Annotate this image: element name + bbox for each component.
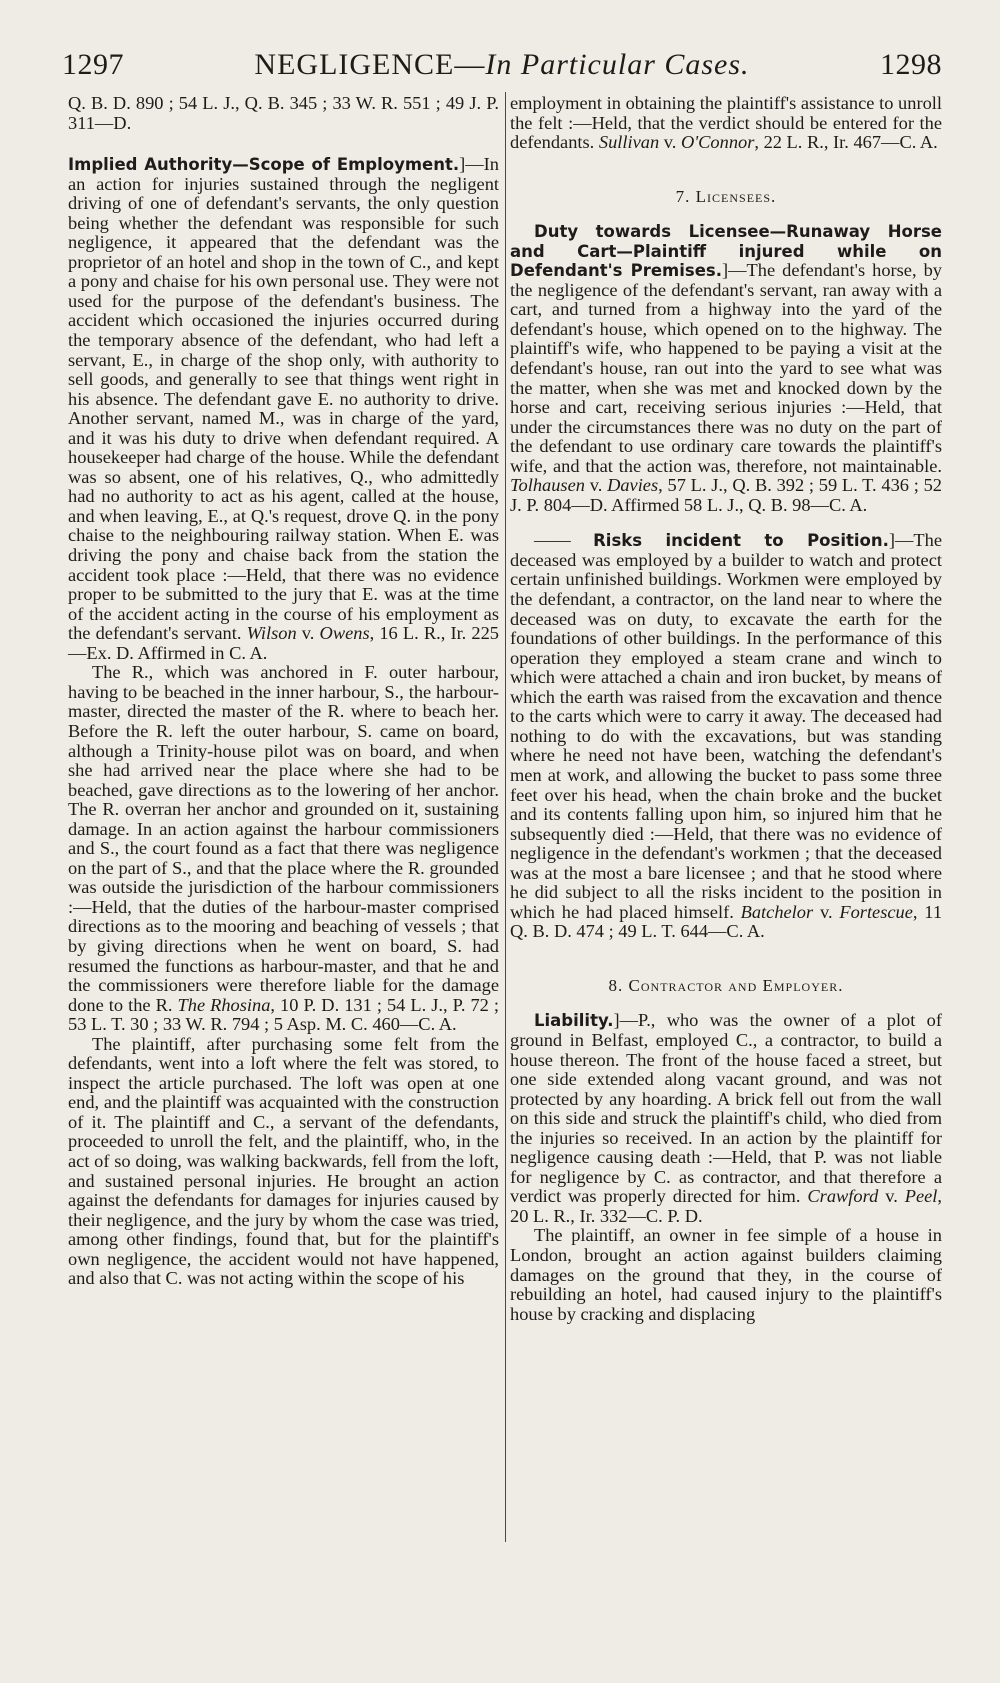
citation: , 57 L. J., Q. B. 392 ; 59 L. T. 436 ; 52 J. P. 804—D. Affirmed 58 L. J., Q. B. 98—C. A. [510, 475, 942, 515]
case-name: Peel [904, 1186, 938, 1207]
case-name: O'Connor [680, 132, 755, 153]
case-name: Wilson [246, 623, 297, 644]
citation: , 22 L. R., Ir. 467—C. A. [754, 132, 938, 153]
section-heading: 7. Licensees. [675, 186, 777, 206]
column-divider [505, 92, 506, 1542]
case-name: Crawford [807, 1186, 879, 1207]
dash-marker: —— [534, 530, 571, 551]
citation: , 11 Q. B. D. 474 ; 49 L. T. 644—C. A. [510, 901, 943, 942]
paragraph: employment in obtaining the plaintiff's assistance to unroll the felt :—Held, that the verdict should be entered for the defendants. Sullivan v. O'Connor, 22 L. R., Ir. 467—C. A. [510, 93, 942, 153]
case-heading: Risks incident to Position. [593, 531, 889, 551]
case-name: Sullivan [598, 132, 660, 153]
case-name: Davies [607, 475, 659, 496]
paragraph: The plaintiff, after purchasing some felt from the defendants, went into a loft where the felt was stored, to inspect the article purchased. The loft was open at one end, and the plaintiff was acquainted with the construction of it. The plaintiff and C., a servant of the defendants, proceeded to unroll the felt, and the plaintiff, who, in the act of so doing, was walking backwards, fell from the loft, and sustained personal injuries. He brought an action against the defendants for damages for injuries caused by their negligence, and the jury by whom the case was tried, among other findings, found that, but for the plaintiff's own negligence, the accident would not have happened, and also that C. was not acting within the scope of his [68, 1033, 499, 1289]
running-head-main: NEGLIGENCE— [254, 48, 486, 81]
right-page-number: 1298 [880, 48, 942, 81]
running-head [62, 48, 942, 82]
case-name: The Rhosina [177, 994, 271, 1015]
paragraph: The plaintiff, an owner in fee simple of a house in London, brought an action against builders claiming damages on the ground that they, in the course of rebuilding an hotel, had caused injury to the plaintiff's house by cracking and displacing [510, 1225, 942, 1324]
left-column [68, 94, 499, 1289]
citation: , 20 L. R., Ir. 332—C. P. D. [510, 1186, 942, 1226]
paragraph: —— Risks incident to Position.]—The deceased was employed by a builder to watch and protect certain unfinished buildings. Workmen were employed by the defendant, a contractor, on the land near to where the deceased was on duty, to excavate the earth for the foundations of other buildings. In the performance of this operation they employed a steam crane and winch to which were attached a chain and iron bucket, by means of which the earth was raised from the excavation and thence to the carts which were to carry it away. The deceased had nothing to do with the excavations, but was standing where he need not have been, watching the defendant's men at work, and allowing the bucket to pass some three feet over his head, when the chain broke and the bucket and its contents falling upon him, so injured him that he subsequently died :—Held, that there was no evidence of negligence in the defendant's workmen ; that the deceased was at the most a bare licensee ; and that he stood where he did subject to all the risks incident to the position in which he had placed himself. Batchelor v. Fortescue, 11 Q. B. D. 474 ; 49 L. T. 644—C. A. [510, 530, 943, 942]
left-page-number: 1297 [62, 48, 124, 81]
case-name: Batchelor [740, 901, 814, 922]
case-name: Fortescue [839, 901, 913, 922]
paragraph: Liability.]—P., who was the owner of a plot of ground in Belfast, employed C., a contractor, to build a house thereon. The front of the house faced a street, but one side extended along vacant ground, and was not protected by any hoarding. A brick fell out from the wall on this side and struck the plaintiff's child, who died from the injuries so received. In an action by the plaintiff for negligence causing death :—Held, that P. was not liable for negligence by C. as contractor, and that therefore a verdict was properly directed for him. Crawford v. Peel, 20 L. R., Ir. 332—C. P. D. [510, 1010, 942, 1226]
citation: , 10 P. D. 131 ; 54 L. J., P. 72 ; 53 L. T. 30 ; 33 W. R. 794 ; 5 Asp. M. C. 460—C. A. [68, 994, 499, 1035]
page-header [62, 48, 942, 84]
case-heading: Liability. [534, 1011, 614, 1031]
citation: , 16 L. R., Ir. 225—Ex. D. Affirmed in C. A. [68, 623, 500, 663]
paragraph: Implied Authority—Scope of Employment.]—In an action for injuries sustained through the negligent driving of one of defendant's servants, the only question being whether the defendant was responsible for such negligence, it appeared that the defendant was the proprietor of an hotel and shop in the town of C., and kept a pony and chaise for his own personal use. They were not used for the purpose of the defendant's business. The accident which occasioned the injuries occurred during the temporary absence of the defendant, who had left a servant, E., in charge of the shop only, with authority to sell goods, and generally to see that things went right in his absence. The defendant gave E. no authority to drive. Another servant, named M., was in charge of the yard, and it was his duty to drive when defendant required. A housekeeper had charge of the house. While the defendant was so absent, one of his relatives, Q., who admittedly had no authority to act as his agent, called at the house, and when leaving, E., at Q.'s request, drove Q. in the pony chaise to the neighbouring railway station. When E. was driving the pony and chaise back from the station the accident took place :—Held, that there was no evidence proper to be submitted to the jury that E. was at the time of the accident acting in the course of his employment as the defendant's servant. Wilson v. Owens, 16 L. R., Ir. 225—Ex. D. Affirmed in C. A. [68, 154, 500, 663]
case-heading: Implied Authority—Scope of Employment. [68, 155, 460, 175]
case-heading: Duty towards Licensee—Runaway Horse and Cart—Plaintiff injured while on Defendant's Premises. [510, 222, 942, 281]
paragraph: The R., which was anchored in F. outer harbour, having to be beached in the inner harbour, S., the harbour-master, directed the master of the R. where to beach her. Before the R. left the outer harbour, S. came on board, although a Trinity-house pilot was on board, and when she had arrived near the place where she had to be beached, gave directions as to the lowering of her anchor. The R. overran her anchor and grounded on it, sustaining damage. In an action against the harbour commissioners and S., the court found as a fact that there was negligence on the part of S., and that the place where the R. grounded was outside the jurisdiction of the harbour commissioners :—Held, that the duties of the harbour-master comprised directions as to the mooring and beaching of vessels ; that by giving directions when he went on board, S. had resumed the functions as harbour-master, and that he and the commissioners were therefore liable for the damage done to the R. The Rhosina, 10 P. D. 131 ; 54 L. J., P. 72 ; 53 L. T. 30 ; 33 W. R. 794 ; 5 Asp. M. C. 460—C. A. [68, 662, 499, 1035]
case-name: Owens [319, 623, 370, 644]
running-head-italic: In Particular Cases. [485, 48, 750, 81]
right-column [510, 94, 942, 1324]
case-name: Tolhausen [510, 475, 585, 496]
paragraph: Duty towards Licensee—Runaway Horse and Cart—Plaintiff injured while on Defendant's Premises.]—The defendant's horse, by the negligence of the defendant's servant, ran away with a cart, and turned from a highway into the yard of the defendant's house, which opened on to the highway. The plaintiff's wife, who happened to be paying a visit at the defendant's house, ran out into the yard to see what was the matter, when she was met and knocked down by the horse and cart, receiving serious injuries :—Held, that under the circumstances there was no duty on the part of the defendant to use ordinary care towards the plaintiff's wife, and that the action was, therefore, not maintainable. Tolhausen v. Davies, 57 L. J., Q. B. 392 ; 59 L. T. 436 ; 52 J. P. 804—D. Affirmed 58 L. J., Q. B. 98—C. A. [510, 222, 942, 515]
paragraph: Q. B. D. 890 ; 54 L. J., Q. B. 345 ; 33 W. R. 551 ; 49 J. P. 311—D. [68, 93, 499, 133]
section-heading: 8. Contractor and Employer. [608, 975, 844, 995]
